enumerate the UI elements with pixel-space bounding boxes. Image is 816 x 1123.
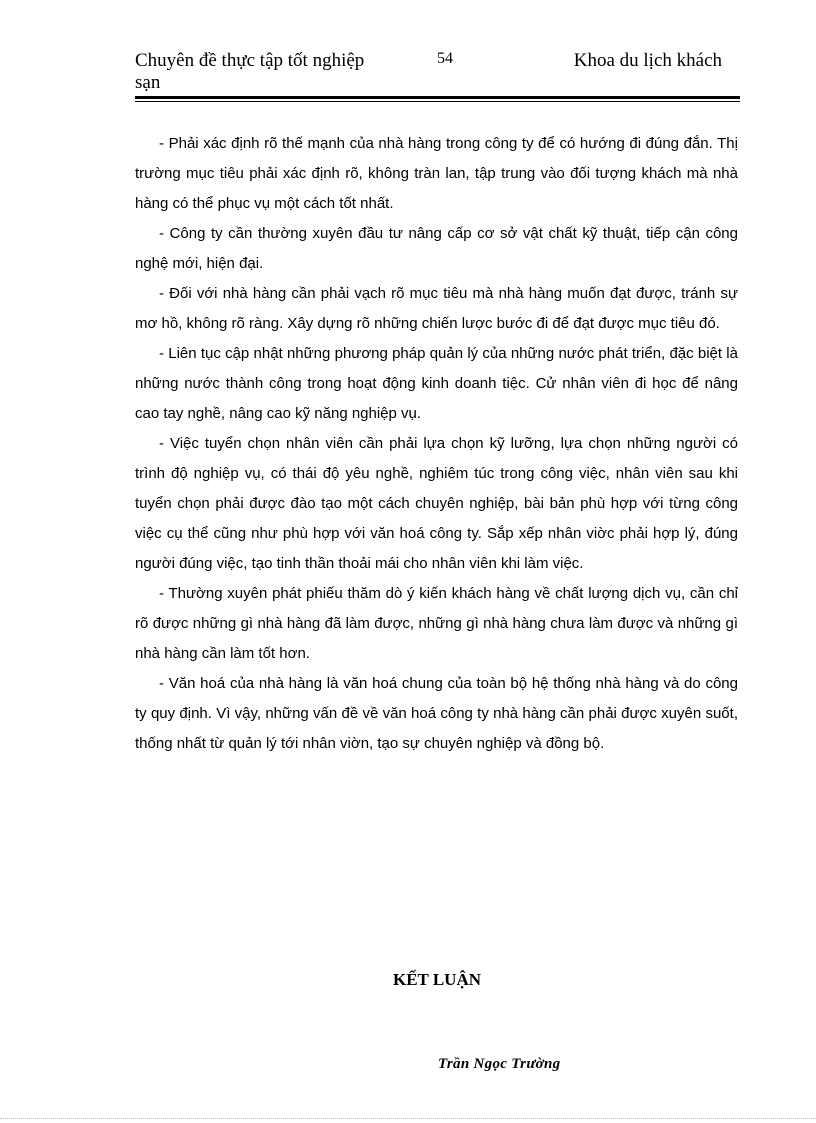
paragraph: - Văn hoá của nhà hàng là văn hoá chung của toàn bộ hệ thống nhà hàng và do công ty quy định. Vì vậy, những vấn đề về văn hoá công ty nhà hàng cần phải được xuyên suốt, thống nhất từ quản lý tới nhân viờn, tạo sự chuyên nghiệp và đồng bộ.: [135, 675, 738, 752]
body-text: [135, 129, 738, 759]
paragraph: - Thường xuyên phát phiếu thăm dò ý kiến khách hàng về chất lượng dịch vụ, cần chỉ rõ được những gì nhà hàng đã làm được, những gì nhà hàng chưa làm được và những gì nhà hàng cần làm tốt hơn.: [135, 585, 738, 662]
paragraph: - Công ty cần thường xuyên đầu tư nâng cấp cơ sở vật chất kỹ thuật, tiếp cận công nghệ mới, hiện đại.: [135, 225, 738, 272]
header-left-line2: sạn: [135, 72, 161, 93]
header-rule-thick: [135, 96, 740, 99]
author-signature: Trần Ngọc Trường: [438, 1056, 561, 1072]
header-left-title: [135, 50, 405, 94]
paragraph: - Đối với nhà hàng cần phải vạch rõ mục tiêu mà nhà hàng muốn đạt được, tránh sự mơ hồ, không rõ ràng. Xây dựng rõ những chiến lược bước đi để đạt được mục tiêu đó.: [135, 285, 738, 332]
page-number: 54: [437, 50, 453, 67]
footer-dotted-line: [0, 1118, 816, 1119]
paragraph: - Việc tuyển chọn nhân viên cần phải lựa chọn kỹ lưỡng, lựa chọn những người có trình độ nghiệp vụ, có thái độ yêu nghề, nghiêm túc trong công việc, nhân viên sau khi tuyển chọn phải được đào tạo một cách chuyên nghiệp, bài bản phù hợp với từng công việc cụ thể cũng như phù hợp với văn hoá công ty. Sắp xếp nhân viờc phải hợp lý, đúng người đúng việc, tạo tinh thần thoải mái cho nhân viên khi làm việc.: [135, 435, 738, 572]
header-left-line1: Chuyên đề thực tập tốt nghiệp: [135, 50, 365, 71]
header-right-title: Khoa du lịch khách: [573, 50, 722, 71]
header-rule-thin: [135, 101, 740, 102]
page-header: [135, 48, 740, 96]
paragraph: - Liên tục cập nhật những phương pháp quản lý của những nước phát triển, đặc biệt là những nước thành công trong hoạt động kinh doanh tiệc. Cử nhân viên đi học để nâng cao tay nghề, nâng cao kỹ năng nghiệp vụ.: [135, 345, 738, 422]
paragraph: - Phải xác định rõ thế mạnh của nhà hàng trong công ty để có hướng đi đúng đắn. Thị trường mục tiêu phải xác định rõ, không tràn lan, tập trung vào đối tượng khách mà nhà hàng có thể phục vụ một cách tốt nhất.: [135, 135, 738, 212]
conclusion-heading: KẾT LUẬN: [392, 970, 481, 989]
